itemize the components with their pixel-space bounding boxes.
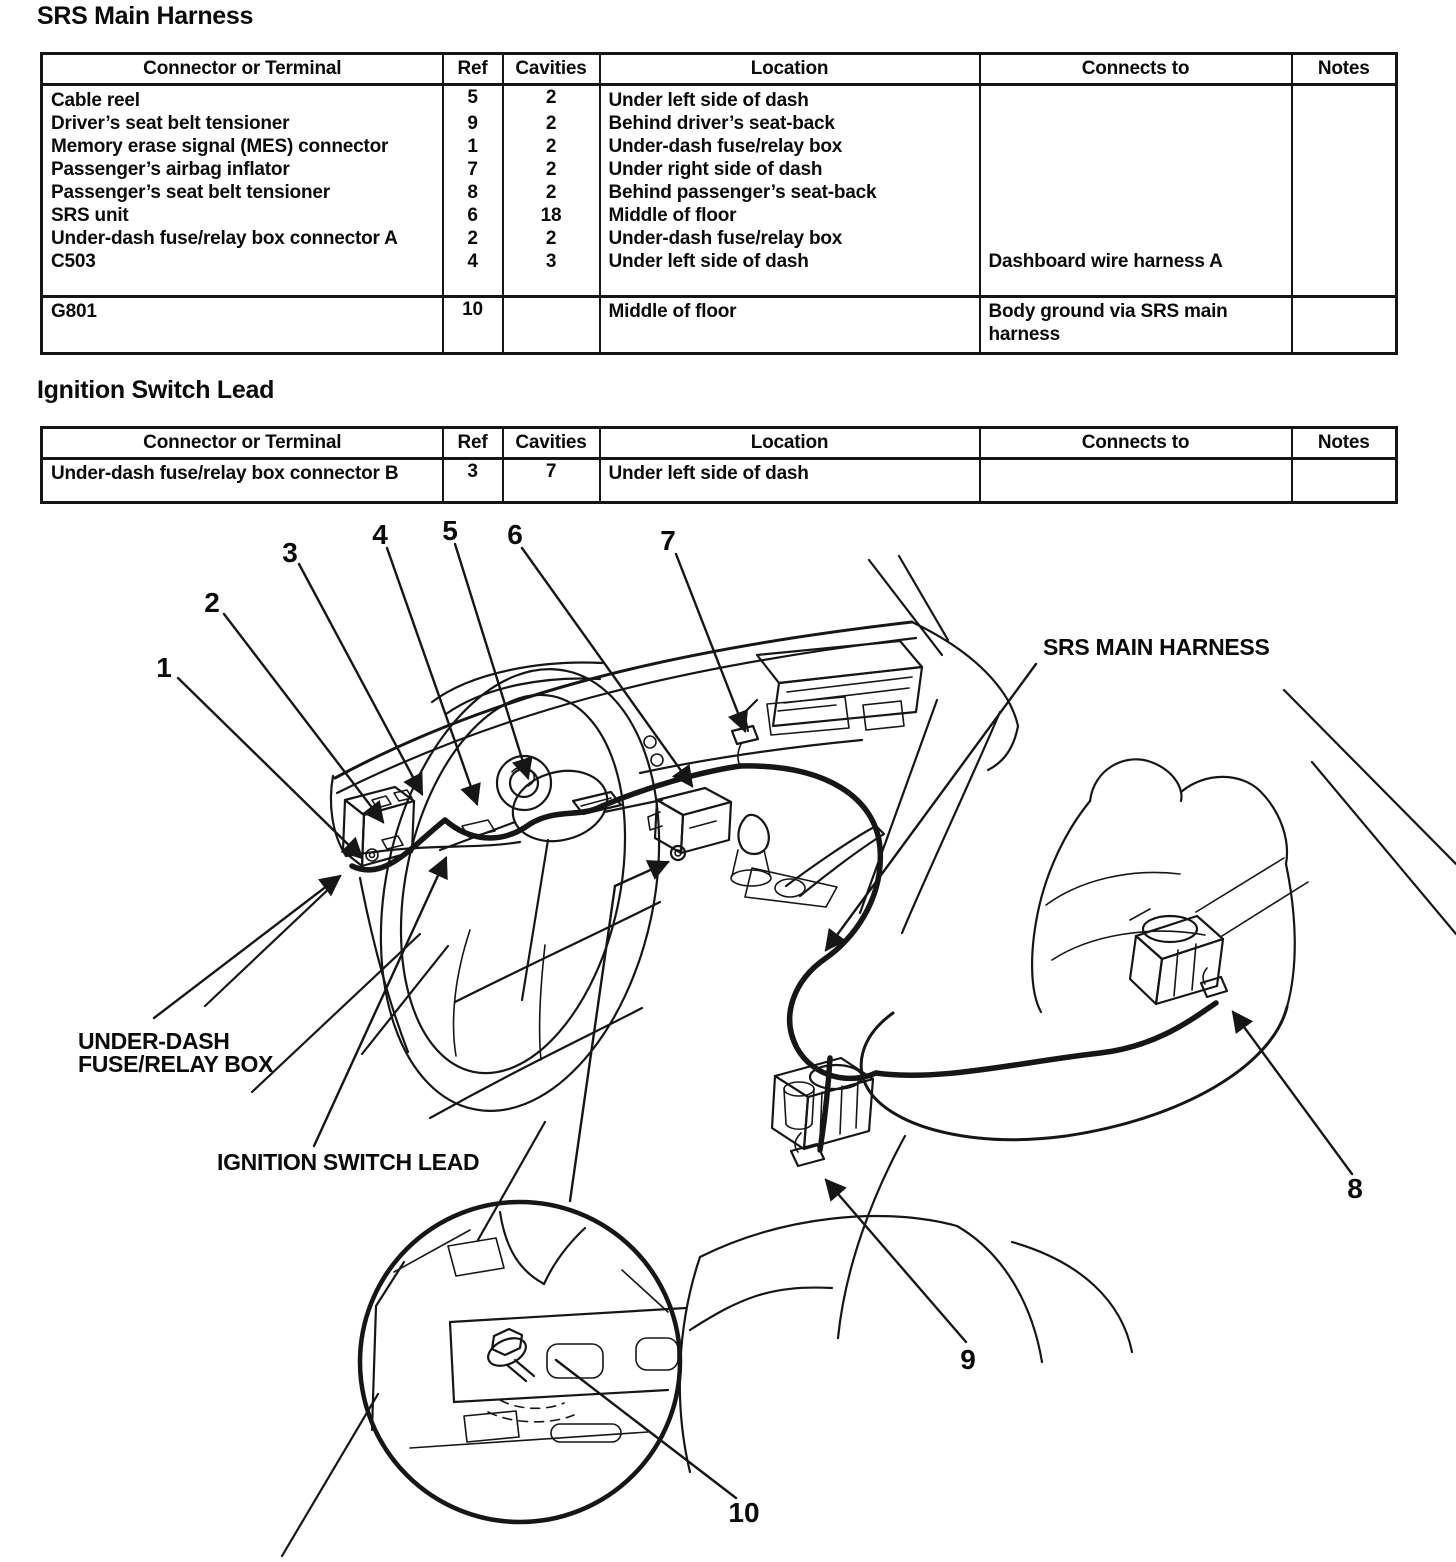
col-ref: Ref xyxy=(443,54,503,85)
callout-9: 9 xyxy=(960,1344,976,1375)
table-row: Memory erase signal (MES) connector 1 2 Under-dash fuse/relay box xyxy=(42,135,1397,158)
callout-2: 2 xyxy=(204,587,220,618)
col-connects: Connects to xyxy=(980,54,1292,85)
col-connector: Connector or Terminal xyxy=(42,54,443,85)
table-row: Under-dash fuse/relay box connector A 2 2 Under-dash fuse/relay box xyxy=(42,227,1397,250)
steering-wheel xyxy=(342,643,697,1137)
col-cavities: Cavities xyxy=(503,428,600,459)
col-location: Location xyxy=(600,428,980,459)
table-row: SRS unit 6 18 Middle of floor xyxy=(42,204,1397,227)
component-location-diagram xyxy=(0,500,1456,1562)
table-header-row xyxy=(42,428,1397,459)
table-row: Driver’s seat belt tensioner 9 2 Behind driver’s seat-back xyxy=(42,112,1397,135)
table-row-g801: G801 10 Middle of floor Body ground via SRS main harness xyxy=(42,297,1397,354)
col-cavities: Cavities xyxy=(503,54,600,85)
floor-lines xyxy=(205,884,545,1556)
callout-1: 1 xyxy=(156,652,172,683)
srs-main-harness-table xyxy=(40,52,1398,355)
col-notes: Notes xyxy=(1292,54,1397,85)
table-header-row xyxy=(42,54,1397,85)
dashboard-outline xyxy=(331,556,1456,1052)
srs-main-harness-heading: SRS Main Harness xyxy=(37,2,254,30)
table-row: Under-dash fuse/relay box connector B 3 7 Under left side of dash xyxy=(42,459,1397,503)
passenger-tensioner xyxy=(1130,909,1227,1004)
col-connects: Connects to xyxy=(980,428,1292,459)
leader-lines xyxy=(154,544,1352,1498)
callout-5: 5 xyxy=(442,515,458,546)
callout-6: 6 xyxy=(507,519,523,550)
table-row: C503 4 3 Under left side of dash Dashboard wire harness A xyxy=(42,250,1397,297)
srs-unit xyxy=(648,788,731,853)
diagram-labels xyxy=(78,634,1270,1175)
ground-bolt-inset xyxy=(360,1202,686,1522)
callout-7: 7 xyxy=(660,525,676,556)
callout-numbers xyxy=(156,515,1363,1528)
callout-3: 3 xyxy=(282,537,298,568)
col-location: Location xyxy=(600,54,980,85)
table-row: Passenger’s seat belt tensioner 8 2 Behind passenger’s seat-back xyxy=(42,181,1397,204)
under-dash-label-line2: FUSE/RELAY BOX xyxy=(78,1051,274,1077)
seats xyxy=(680,759,1308,1472)
under-dash-label-line1: UNDER-DASH xyxy=(78,1028,230,1054)
callout-4: 4 xyxy=(372,519,388,550)
col-notes: Notes xyxy=(1292,428,1397,459)
ignition-switch-lead-heading: Ignition Switch Lead xyxy=(37,376,275,404)
callout-8: 8 xyxy=(1347,1173,1363,1204)
col-ref: Ref xyxy=(443,428,503,459)
ignition-switch-lead-label: IGNITION SWITCH LEAD xyxy=(217,1149,480,1175)
ignition-switch-lead-table xyxy=(40,426,1398,504)
col-connector: Connector or Terminal xyxy=(42,428,443,459)
passenger-airbag xyxy=(732,641,922,766)
srs-main-harness-label: SRS MAIN HARNESS xyxy=(1043,634,1270,660)
callout-10: 10 xyxy=(728,1497,760,1528)
table-row: Cable reel 5 2 Under left side of dash xyxy=(42,85,1397,113)
table-row: Passenger’s airbag inflator 7 2 Under right side of dash xyxy=(42,158,1397,181)
